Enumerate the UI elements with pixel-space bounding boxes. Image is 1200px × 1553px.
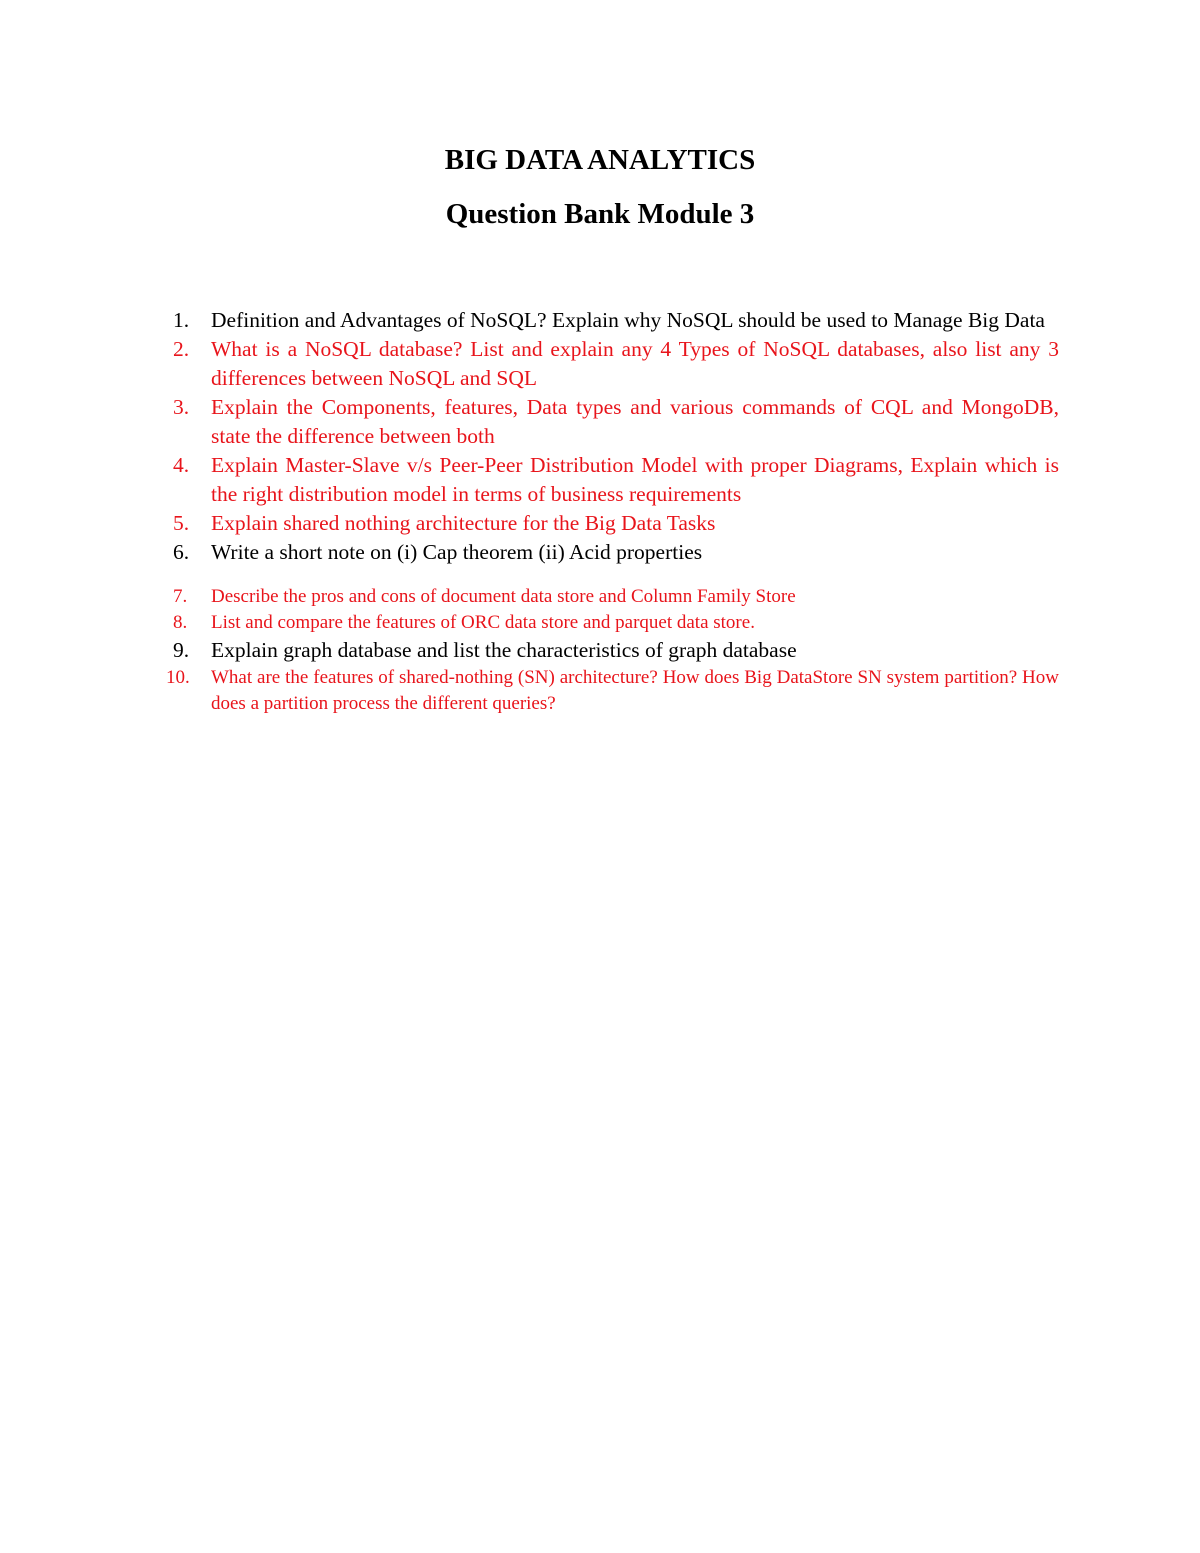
- question-number: 8.: [173, 612, 188, 633]
- question-text: Explain shared nothing architecture for the Big Data Tasks: [211, 511, 716, 535]
- question-item-5: [163, 509, 1059, 538]
- question-number: 10.: [166, 667, 190, 688]
- question-item-3: [163, 393, 1059, 451]
- question-text: What are the features of shared-nothing (SN) architecture? How does Big DataStore SN system partition? How does a partition process the different queries?: [211, 667, 1059, 714]
- question-text: Describe the pros and cons of document data store and Column Family Store: [211, 586, 796, 607]
- question-item-10: [163, 665, 1059, 717]
- question-text: Explain Master-Slave v/s Peer-Peer Distribution Model with proper Diagrams, Explain which is the right distribution model in terms of business requirements: [211, 453, 1059, 506]
- question-text: List and compare the features of ORC data store and parquet data store.: [211, 612, 755, 633]
- question-item-1: [163, 306, 1059, 335]
- question-number: 3.: [173, 395, 190, 419]
- question-text: Explain graph database and list the characteristics of graph database: [211, 638, 797, 662]
- question-item-4: [163, 451, 1059, 509]
- question-number: 9.: [173, 638, 190, 662]
- question-number: 4.: [173, 453, 190, 477]
- question-text: Write a short note on (i) Cap theorem (ii) Acid properties: [211, 540, 703, 564]
- question-number: 5.: [173, 511, 190, 535]
- question-number: 6.: [173, 540, 190, 564]
- question-text: Explain the Components, features, Data types and various commands of CQL and MongoDB, state the difference between both: [211, 395, 1059, 448]
- document-title: BIG DATA ANALYTICS: [444, 144, 756, 176]
- question-number: 1.: [173, 308, 190, 332]
- question-list: [163, 306, 1059, 717]
- question-item-8: [163, 610, 1059, 636]
- question-text: What is a NoSQL database? List and explain any 4 Types of NoSQL databases, also list any 3 differences between NoSQL and SQL: [211, 337, 1059, 390]
- question-number: 2.: [173, 337, 190, 361]
- question-item-2: [163, 335, 1059, 393]
- question-number: 7.: [173, 586, 188, 607]
- document-subtitle: Question Bank Module 3: [445, 198, 755, 230]
- question-text: Definition and Advantages of NoSQL? Explain why NoSQL should be used to Manage Big Data: [211, 308, 1045, 332]
- question-item-6: [163, 538, 1059, 567]
- question-item-7: [163, 584, 1059, 610]
- question-item-9: [163, 636, 1059, 665]
